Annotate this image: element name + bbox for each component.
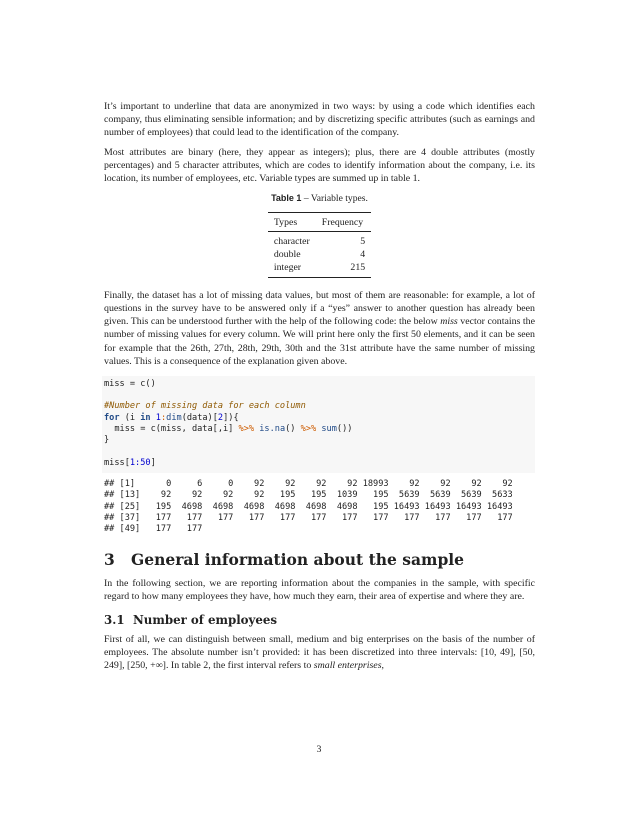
code-operator: : (160, 412, 167, 423)
code-token: miss[ (104, 457, 130, 468)
table-row (268, 261, 371, 277)
employees-text-b: , (381, 659, 385, 671)
code-line: miss = c() (104, 378, 156, 389)
code-function: sum (321, 423, 337, 434)
code-keyword-in: in (140, 412, 151, 423)
output-line: ## [25] 195 4698 4698 4698 4698 4698 4698 195 16493 16493 16493 16493 (104, 501, 513, 512)
subsection-number: 3.1 (104, 612, 125, 627)
code-token: ]){ (223, 412, 239, 423)
header-types: Types (273, 216, 298, 228)
code-number: 1 (155, 412, 161, 423)
small-enterprises-emphasis: small enterprises (313, 659, 382, 671)
subsection-heading (104, 613, 535, 627)
table-row (268, 231, 371, 248)
code-function: is.na (259, 423, 286, 434)
table-caption-text: – Variable types. (301, 192, 368, 204)
code-token: ()) (336, 423, 353, 434)
section-title: General information about the sample (131, 549, 465, 569)
code-token: (i (119, 412, 141, 423)
code-comment: #Number of missing data for each column (104, 401, 306, 412)
code-token: miss = c(miss, data[,i] (104, 423, 239, 434)
header-frequency: Frequency (321, 216, 364, 228)
code-token: ] (150, 457, 156, 468)
code-number: 2 (217, 412, 224, 423)
table-header-row (268, 212, 371, 231)
code-token: () (285, 423, 301, 434)
frequency-cell: 215 (350, 261, 366, 273)
output-line: ## [13] 92 92 92 92 195 195 1039 195 5639 5639 5639 5633 (104, 490, 513, 501)
type-cell: double (273, 248, 301, 260)
missing-text-a: Finally, the dataset has a lot of missing data values, but most of them are reasonable: for example, a lot of questions in the survey have to be answered only if a “yes” answer to another question has already been given. This can be understood further with the help of the following code: the below (104, 290, 535, 328)
code-line: } (104, 435, 110, 446)
page-number: 3 (316, 744, 322, 755)
output-line: ## [1] 0 6 0 92 92 92 92 18993 92 92 92 92 (104, 479, 513, 490)
subsection-title: Number of employees (133, 612, 278, 627)
code-block (102, 376, 535, 473)
paragraph-attributes: Most attributes are binary (here, they appear as integers); plus, there are 4 double attributes (mostly percentages) and 5 character attributes, which are codes to identify information about the company, i.e. its location, its number of employees, etc. Variable types are summed up in table 1. (104, 147, 535, 185)
paragraph-missing-data (104, 289, 535, 368)
table-caption (104, 193, 535, 204)
frequency-cell: 5 (360, 235, 366, 247)
type-cell: character (273, 235, 310, 247)
employees-text-a: First of all, we can distinguish between small, medium and big enterprises on the basis of the number of employees. The absolute number isn’t provided: it has been discretized into three intervals: [10, 49], [50, 249], [250, +∞]. In table 2, the first interval refers to (104, 633, 535, 671)
code-number: 1:50 (129, 457, 151, 468)
frequency-cell: 4 (360, 248, 366, 260)
code-operator: %>% (300, 423, 317, 434)
type-cell: integer (273, 261, 302, 273)
section-heading (104, 550, 535, 569)
code-line (104, 424, 352, 434)
paragraph-employees (104, 633, 535, 672)
code-keyword-for: for (104, 412, 120, 423)
output-line: ## [49] 177 177 (104, 524, 203, 535)
code-operator: %>% (238, 423, 255, 434)
code-token: (data)[ (181, 412, 218, 423)
variable-types-table (268, 212, 371, 279)
section-number: 3 (104, 549, 115, 569)
miss-emphasis: miss (440, 316, 458, 328)
code-line (104, 458, 156, 468)
paragraph-anonymization: It’s important to underline that data are anonymized in two ways: by using a code which identifies each company, thus eliminating sensible information; and by discretizing specific attributes (such as earnings and number of employees) that could lead to the identification of the company. (104, 101, 535, 139)
page-content (104, 100, 535, 679)
missing-text-b: vector contains the number of missing values for every column. We will print here only the first 50 elements, and it can be seen for example that the 26th, 27th, 28th, 29th, 30th and the 31st attribute have the same number of missing values. This is a consequence of the explanation given above. (104, 316, 535, 367)
code-output (104, 479, 535, 535)
code-function: dim (166, 412, 182, 423)
output-line: ## [37] 177 177 177 177 177 177 177 177 177 177 177 177 (104, 513, 513, 523)
table-row (268, 248, 371, 261)
table-label: Table 1 (271, 192, 302, 203)
code-line (104, 413, 239, 423)
paragraph-section-intro: In the following section, we are reporting information about the companies in the sample, with specific regard to how many employees they have, how much they earn, their area of expertise and where they are. (104, 577, 535, 602)
